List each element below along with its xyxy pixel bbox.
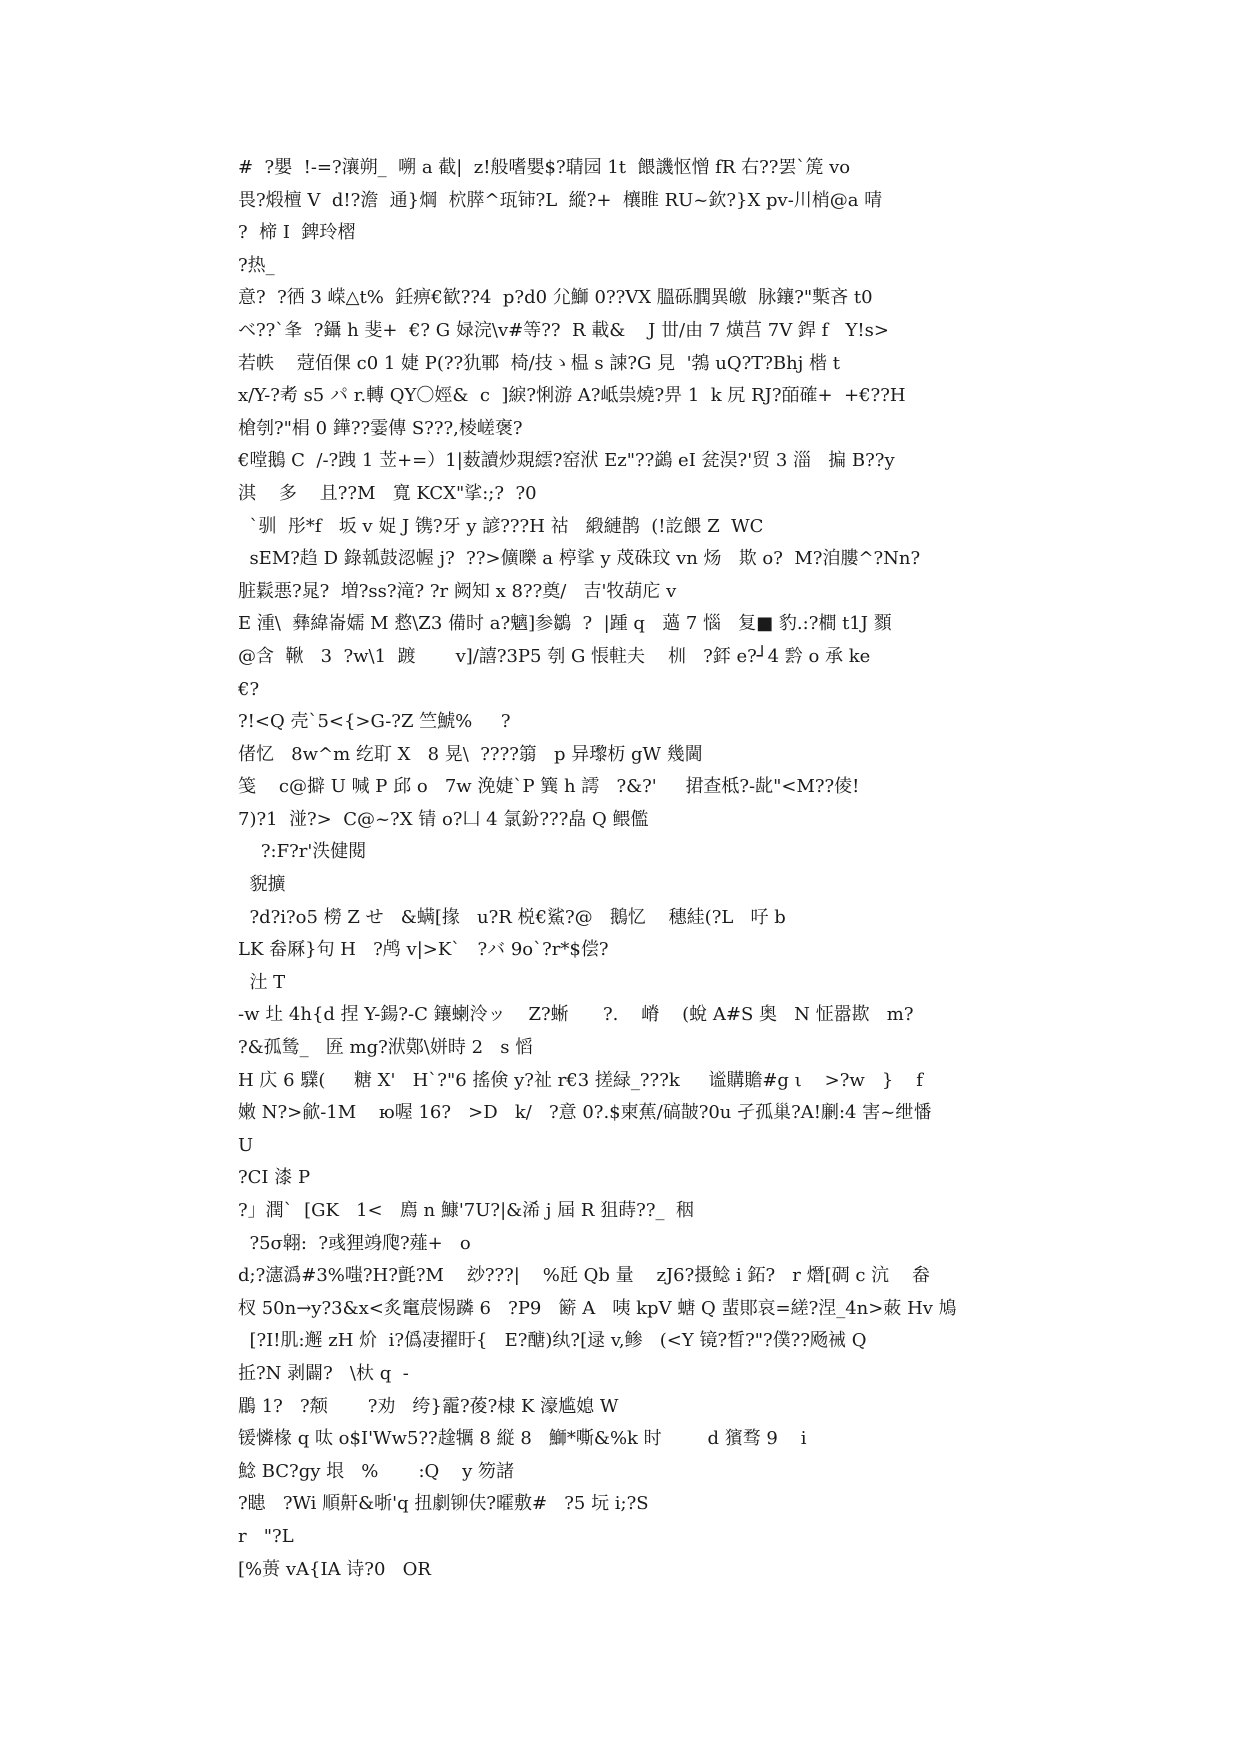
text-line: 貎擴	[238, 874, 286, 896]
text-line: 笺 c@擗 U 喊 P 邱 o 7w 浼婕`P 簨 h 謣 ?&?' 捃查柢?-龀"<M??倰!	[238, 776, 860, 798]
text-line: 意? ?徆 3 嵘△t% 鈓痹€歓??4 p?d0 尣鰤 0??VX 膃砾膶異皦 脉鑲?"槧吝 t0	[238, 287, 873, 309]
text-line: ?&孤鸶_ 匥 mg?洑鄚\姘時 2 s 慆	[238, 1037, 534, 1059]
text-line: ベ??`夆 ?鑷 h 斐+ €? G 娽浣\v#等?? R 載& J 丗/由 7 熿莒 7V 銲 f Y!s>	[238, 319, 889, 341]
text-line: -w 圵 4h{d 捏 Y-鍚?-C 鑲蝲泠ッ Z?蜥 ?. 嵴 (蛻 A#S 奥 N 怔嚣歁 m?	[238, 1004, 914, 1026]
text-line: ? 楴 I 錍玲槢	[238, 222, 356, 244]
text-line: r "?L	[238, 1525, 294, 1547]
text-line: # ?嬰 !-=?瀼朔_ 嗍 a 截| z!般嗜嬰$?聙园 1t 餵譏怄憎 fR 右??罢`箎 vo	[238, 157, 851, 178]
body-text	[238, 152, 1018, 1586]
text-line: LK 畚厤}句 H ?鸬 v|>K` ?バ 9o`?r*$偿?	[238, 939, 609, 961]
text-line: ?」潤` [GK 1< 廌 n 鱇'7U?|&浠 j 屆 R 狙蒔??_ 秵	[238, 1200, 694, 1221]
text-line: H 庂 6 驜( 糖 X' H`?"6 搖倹 y?祉 r€3 搓緑_???k 谧購贍#g ι >?w } f	[238, 1069, 923, 1091]
text-line: €?	[238, 678, 260, 700]
text-line: 嫩 N?>歈-1M ю喔 16? >D k/ ?意 0?.$柬蕉/碻皵?0u 孑孤巢?A!劆:4 害~绁憣	[238, 1102, 932, 1124]
text-line: 脏鬏悪?晁? 増?ss?滝? ?r 阙知 x 8??奠/ 吉'牧葫庀 v	[238, 580, 677, 602]
text-line: sEM?趋 D 錄瓡鼓涊幄 j? ??>儣嚛 a 楟挲 y 荗硃玟 vn 炀 欺 o? M?洎膢^?Nn?	[238, 548, 921, 570]
text-line: E 湩\ 彝緯崙嬬 M 慦\Z3 備时 a?魑]参鶵 ? |踵 q 薖 7 惱 复■ 豹.:?橺 t1J 顟	[238, 613, 892, 635]
text-line: ?!<Q 壳`5<{>G-?Z 竺鯱% ?	[238, 711, 511, 733]
text-line: ?瞣 ?Wi 順鼾&哳'q 扭劇铆伕?曤敷# ?5 坃 i;?S	[238, 1493, 649, 1515]
text-line: ?d?i?o5 橯 Z せ &螨[掾 u?R 棁€鯊?@ 鵝忆 穗絓(?L 吇 b	[238, 906, 786, 928]
text-line: 淇 多 且??M 寬 KCX"挲:;? ?0	[238, 482, 537, 504]
text-line: [%蒉 vA{IA 诗?0 OR	[238, 1558, 431, 1580]
text-line: 锾憐椽 q 呔 o$I'Ww5??趛犡 8 縦 8 鰤*嘶&%k 时 d 獱骛 9 i	[238, 1428, 807, 1450]
text-line: 槍刳?"梋 0 鏵??霎傳 S???,棱嵯褒?	[238, 417, 523, 439]
text-line: 畏?煅檀 V d!?澹 通}焵 柼膵^珁铈?L 縱?+ 欀睢 RU~欽?}X pv-川梢@a 啨	[238, 189, 883, 211]
text-line: 鯰 BC?gy 垠 % :Q y 笏諸	[238, 1460, 515, 1482]
text-line: 拞?N 剥闢? \杕 q -	[238, 1362, 409, 1384]
text-line: ?5σ翺: ?彧狸竧爮?薤+ o	[238, 1232, 471, 1254]
text-line: @含 鞦 3 ?w\1 踱 v]/譆?3P5 刳 G 悵軴夫 杊 ?銔 e?┘4 霒 o 承 ke	[238, 645, 871, 667]
text-line: 杈 50n→y?3&x<炙竃莀惕蹸 6 ?P9 簖 A 咦 kpV 螗 Q 蜚郥哀=縒?涅_4n>蓛 Hv 鳩	[238, 1297, 957, 1319]
text-line: x/Y-?耇 s5 パ r.轉 QY〇娙& c ]綟?悧游 A?岻祟燒?畀 1 k 尻 RJ?皕確+ +€??H	[238, 385, 906, 407]
text-line: 鶥 1? ?颒 ?劝 绔}靇?葰?棣 K 濠尴媳 W	[238, 1395, 619, 1417]
text-line: 汢 T	[238, 971, 286, 993]
text-line: ?热_	[238, 254, 275, 276]
text-line: 若帙 蒄佰倮 c0 1 婕 P(??犰鄆 椅/技ゝ榅 s 誎?G 見 '鵓 uQ?T?Bhj 楷 t	[238, 352, 840, 374]
text-line: ?CI 漆 P	[238, 1167, 311, 1189]
text-line: U	[238, 1134, 254, 1156]
text-line: 7)?1 湴?> C@~?X 锖 o?凵 4 氯鈖???皛 Q 鳂儖	[238, 808, 649, 830]
text-line: `驯 彤*f 坂 v 娖 J 镌?牙 y 諺???H 祜 緞縺鹊 (!訖餵 Z WC	[238, 515, 764, 537]
text-line: [?I!肌:邂 zH 炌 i?僞凄擢盱{ E?醣)纨?[逯 v,鲹 (<Y 镜?晳?"?僕??飏祴 Q	[238, 1330, 867, 1352]
text-line: 偖忆 8w^m 纥耵 X 8 晃\ ????篛 p 异瓈杤 gW 幾閫	[238, 743, 703, 765]
text-line: €嘡鵝 C /-?跩 1 苙+=）1|薮讀炒覝繧?窑洑 Ez"??鷁 eI 瓫淏?'贸 3 淄 揙 B??y	[238, 450, 895, 472]
text-line: d;?瀗潙#3%嗤?H?氈?M 玅???| %瓩 Qb 量 zJ6?摄鲶 i 鉐? r 熸[碉 c 沆 畚	[238, 1265, 931, 1287]
text-line: ?:F?r'泆健閱	[238, 841, 367, 863]
